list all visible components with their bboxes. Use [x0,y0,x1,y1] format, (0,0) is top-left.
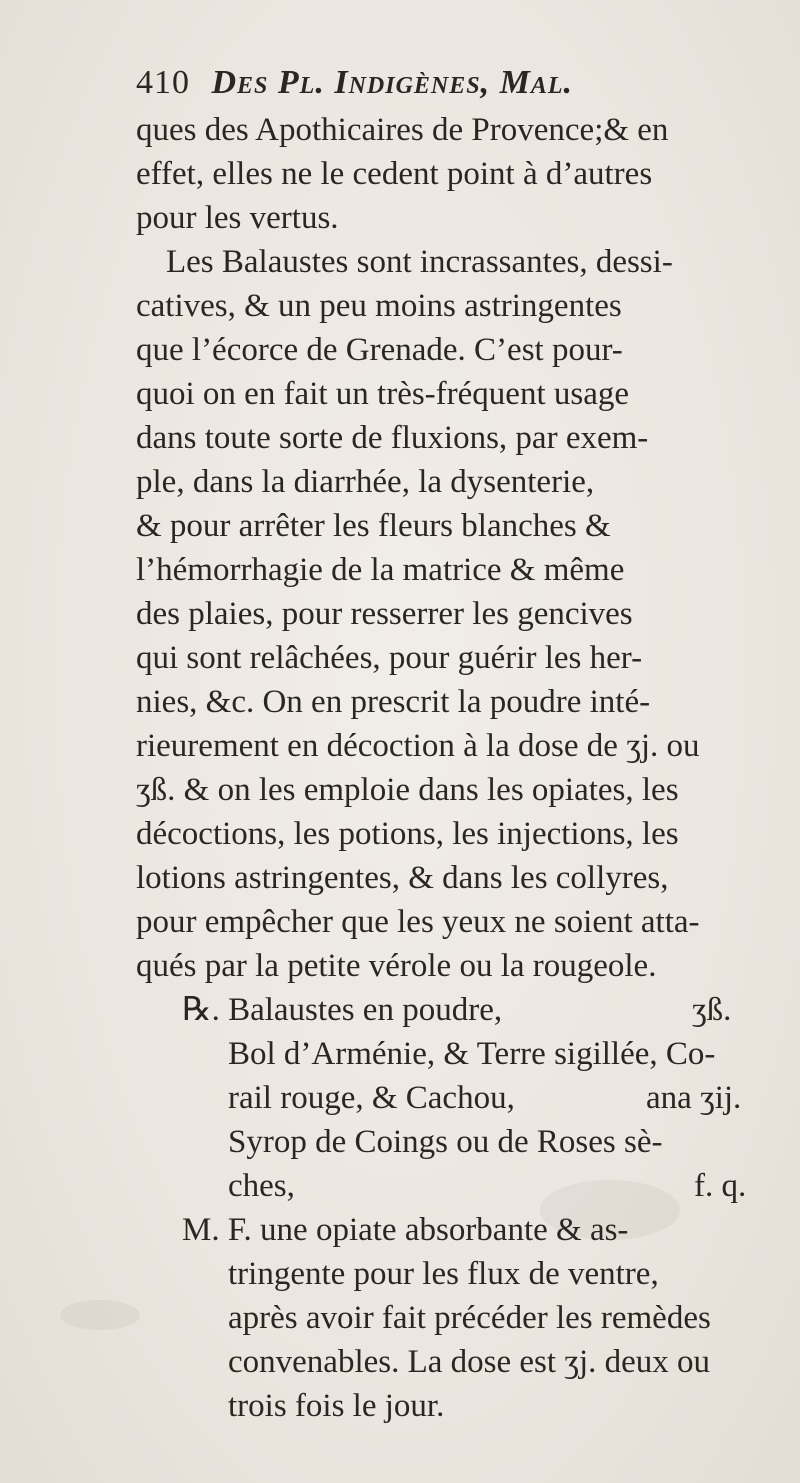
page-number: 410 [136,64,190,101]
text-line: dans toute sorte de fluxions, par exem- [136,420,649,456]
text-line: & pour arrêter les fleurs blanches & [136,508,611,544]
recipe-dose: ʒß. [692,992,732,1028]
text-line: qués par la petite vérole ou la rougeole. [136,948,657,984]
text-line: Les Balaustes sont incrassantes, dessi- [166,244,673,280]
recipe-line: ℞. Balaustes en poudre, [182,992,503,1028]
running-header [136,64,573,102]
text-line: ques des Apothicaires de Provence;& en [136,112,669,148]
text-line: que l’écorce de Grenade. C’est pour- [136,332,623,368]
recipe-dose: ana ʒij. [646,1080,742,1116]
text-line: pour empêcher que les yeux ne soient atta- [136,904,700,940]
recipe-line: convenables. La dose est ʒj. deux ou [228,1344,711,1380]
paper-stain [60,1300,140,1330]
recipe-line: ches, [228,1168,295,1204]
text-line: des plaies, pour resserrer les gencives [136,596,633,632]
text-line: lotions astringentes, & dans les collyres, [136,860,669,896]
text-line: décoctions, les potions, les injections, les [136,816,679,852]
text-line: ple, dans la diarrhée, la dysenterie, [136,464,595,500]
text-line: qui sont relâchées, pour guérir les her- [136,640,643,676]
recipe-line: Bol d’Arménie, & Terre sigillée, Co- [228,1036,716,1072]
recipe-dose: f. q. [694,1168,747,1204]
text-line: catives, & un peu moins astringentes [136,288,622,324]
recipe-line: après avoir fait précéder les remèdes [228,1300,711,1336]
recipe-line: rail rouge, & Cachou, [228,1080,515,1116]
recipe-line: M. F. une opiate absorbante & as- [182,1212,629,1248]
text-line: rieurement en décoction à la dose de ʒj. ou [136,728,700,764]
recipe-line: trois fois le jour. [228,1388,445,1424]
text-line: effet, elles ne le cedent point à d’autres [136,156,653,192]
text-line: pour les vertus. [136,200,339,236]
recipe-line: tringente pour les flux de ventre, [228,1256,659,1292]
text-line: ʒß. & on les emploie dans les opiates, les [136,772,679,808]
text-line: quoi on en fait un très-fréquent usage [136,376,630,412]
text-line: l’hémorrhagie de la matrice & même [136,552,625,588]
text-line: nies, &c. On en prescrit la poudre inté- [136,684,651,720]
recipe-line: Syrop de Coings ou de Roses sè- [228,1124,663,1160]
running-title: Des Pl. Indigènes, Mal. [211,64,573,101]
